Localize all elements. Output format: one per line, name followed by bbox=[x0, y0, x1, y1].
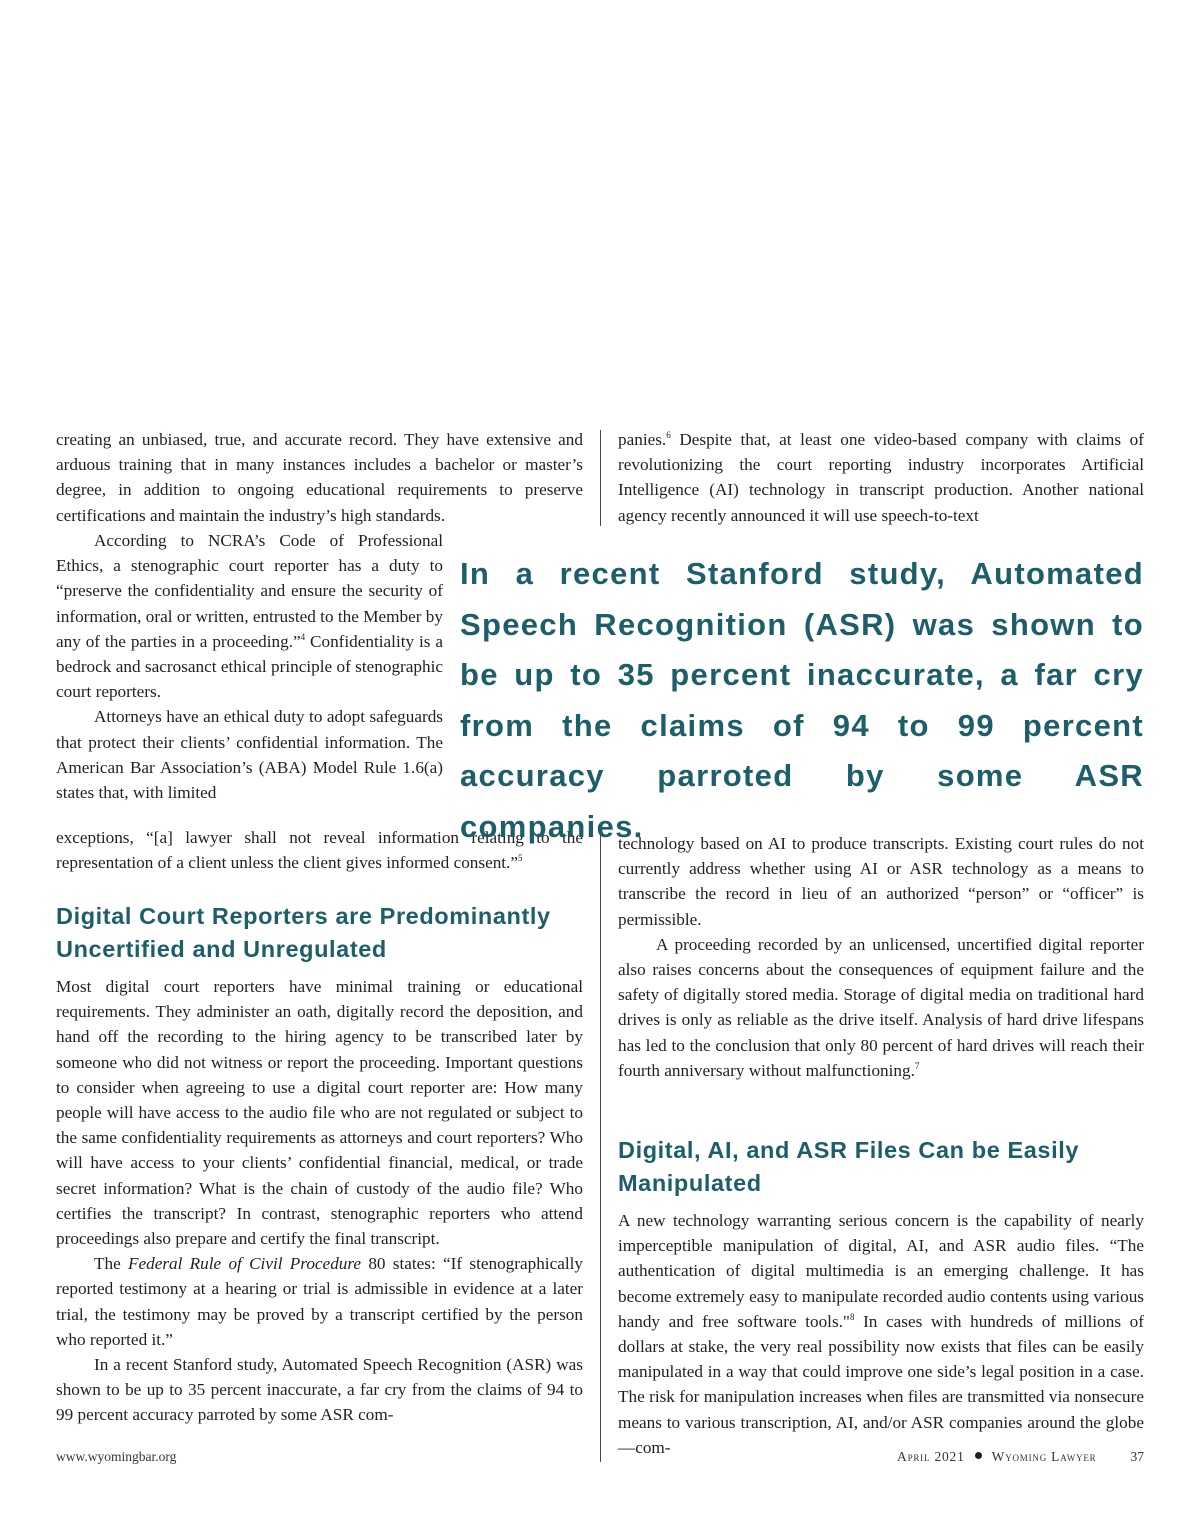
footer-masthead bbox=[897, 1449, 1144, 1465]
body-paragraph: According to NCRA’s Code of Professional Ethics, a stenographic court reporter has a duty to “preserve the confidentiality and ensure the security of information, oral or written, entrusted to the Member by any of the parties in a proceeding.”$^4$ Confidentiality is a bedrock and sacrosanct ethical principle of stenographic court reporters. bbox=[56, 531, 443, 702]
body-paragraph: Most digital court reporters have minimal training or educational requirements. They administer an oath, digitally record the deposition, and hand off the recording to the hiring agency to be transcribed later by someone who did not witness or report the proceeding. Important questions to consider when agreeing to use a digital court reporter are: How many people will have access to the audio file who are not regulated or subject to the same confidentiality requirements as attorneys and court reporters? Who will have access to your clients’ confidential financial, medical, or trade secret information? What is the chain of custody of the audio file? Who certifies the transcript? In contrast, stenographic reporters who attend proceedings also prepare and certify the final transcript. bbox=[56, 977, 583, 1249]
section-heading: Digital Court Reporters are Predominantly Uncertified and Unregulated bbox=[56, 903, 551, 962]
body-paragraph: Attorneys have an ethical duty to adopt safeguards that protect their clients’ confidential information. The American Bar Association’s (ABA) Model Rule 1.6(a) states that, with limited bbox=[56, 707, 443, 803]
footer-publication: Wyoming Lawyer bbox=[991, 1449, 1097, 1464]
left-column-narrow bbox=[56, 528, 443, 805]
left-column-bottom bbox=[56, 974, 583, 1428]
footnote-ref: 4 bbox=[300, 631, 306, 642]
body-paragraph: In a recent Stanford study, Automated Speech Recognition (ASR) was shown to be up to 35 percent inaccurate, a far cry from the claims of 94 to 99 percent accuracy parroted by some ASR com- bbox=[56, 1355, 583, 1425]
pull-quote: In a recent Stanford study, Automated Speech Recognition (ASR) was shown to be up to 35 percent inaccurate, a far cry from the claims of 94 to 99 percent accuracy parroted by some ASR companies. bbox=[460, 556, 1144, 844]
body-paragraph: A proceeding recorded by an unlicensed, uncertified digital reporter also raises concerns about the consequences of equipment failure and the safety of digitally stored media. Storage of digital media on traditional hard drives is only as reliable as the drive itself. Analysis of hard drive lifespans has led to the conclusion that only 80 percent of hard drives will reach their fourth anniversary without malfunctioning.$^7$ bbox=[618, 934, 1144, 1080]
footnote-ref: 8 bbox=[849, 1311, 855, 1322]
right-column-bottom bbox=[618, 831, 1144, 1083]
footnote-ref: 7 bbox=[914, 1060, 920, 1071]
body-paragraph: technology based on AI to produce transcripts. Existing court rules do not currently address whether using AI or ASR technology as a means to transcribe the record in lieu of an authorized “person” or “officer” is permissible. bbox=[618, 834, 1144, 929]
body-paragraph: exceptions, “[a] lawyer shall not reveal information relating to the representation of a client unless the client gives informed consent.”$^5$ bbox=[56, 828, 583, 873]
right-column-top bbox=[618, 427, 1144, 528]
right-column-end bbox=[618, 1208, 1144, 1460]
left-column-top bbox=[56, 427, 583, 528]
footnote-ref: 5 bbox=[518, 853, 523, 864]
footer-date: April 2021 bbox=[897, 1449, 965, 1464]
page-number: 37 bbox=[1130, 1449, 1144, 1464]
footer-website: www.wyomingbar.org bbox=[56, 1449, 177, 1464]
body-paragraph: The Federal Rule of Civil Procedure 80 states: “If stenographically reported testimony at a hearing or trial is admissible in evidence at a later trial, the testimony may be proved by a transcript certified by the person who reported it.” bbox=[56, 1254, 583, 1349]
column-divider bbox=[600, 830, 601, 1462]
body-paragraph: A new technology warranting serious concern is the capability of nearly imperceptible manipulation of digital, AI, and ASR audio files. “The authentication of digital multimedia is an emerging challenge. It has become extremely easy to manipulate recorded audio contents using various handy and free software tools."$^8$ In cases with hundreds of millions of dollars at stake, the very real possibility now exists that files can be easily manipulated in a way that could improve one side’s legal position in a case. The risk for manipulation increases when files are transmitted via nonsecure means to various transcription, AI, and/or ASR companies around the globe—com- bbox=[618, 1211, 1144, 1457]
body-paragraph: creating an unbiased, true, and accurate record. They have extensive and arduous training that in many instances includes a bachelor or master’s degree, in addition to ongoing educational requirements to preserve certifications and maintain the industry’s high standards. bbox=[56, 430, 583, 525]
bullet-icon bbox=[975, 1452, 982, 1459]
column-divider bbox=[600, 430, 601, 526]
footnote-ref: 6 bbox=[666, 430, 671, 440]
body-paragraph: panies.$^6$ Despite that, at least one video-based company with claims of revolutionizing the court reporting industry incorporates Artificial Intelligence (AI) technology in transcript production. Another national agency recently announced it will use speech-to-text bbox=[618, 430, 1144, 525]
section-heading: Digital, AI, and ASR Files Can be Easily Manipulated bbox=[618, 1137, 1080, 1196]
